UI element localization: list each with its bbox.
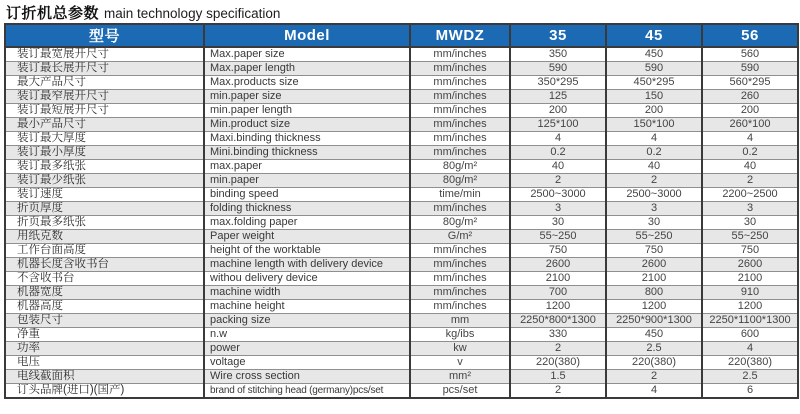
spec-unit: mm/inches xyxy=(410,286,510,300)
spec-value-35: 700 xyxy=(510,286,606,300)
spec-unit: G/m² xyxy=(410,230,510,244)
spec-value-35: 350 xyxy=(510,47,606,62)
spec-table-body xyxy=(5,47,798,398)
spec-value-35: 220(380) xyxy=(510,356,606,370)
spec-name-zh: 机器宽度 xyxy=(5,286,204,300)
spec-value-45: 30 xyxy=(606,216,702,230)
spec-unit: mm/inches xyxy=(410,90,510,104)
spec-name-zh: 订头品牌(进口)(国产) xyxy=(5,384,204,399)
spec-value-35: 3 xyxy=(510,202,606,216)
spec-unit: mm/inches xyxy=(410,300,510,314)
spec-name-zh: 机器长度含收书台 xyxy=(5,258,204,272)
spec-name-zh: 电线截面积 xyxy=(5,370,204,384)
spec-value-45: 2600 xyxy=(606,258,702,272)
spec-value-45: 55~250 xyxy=(606,230,702,244)
spec-unit: v xyxy=(410,356,510,370)
spec-value-56: 2250*1100*1300 xyxy=(702,314,798,328)
spec-value-35: 200 xyxy=(510,104,606,118)
spec-value-45: 450*295 xyxy=(606,76,702,90)
table-row xyxy=(5,104,798,118)
table-row xyxy=(5,62,798,76)
spec-value-56: 40 xyxy=(702,160,798,174)
table-row xyxy=(5,258,798,272)
spec-name-zh: 不含收书台 xyxy=(5,272,204,286)
spec-name-en: min.paper xyxy=(204,174,410,188)
spec-name-en: voltage xyxy=(204,356,410,370)
table-row xyxy=(5,47,798,62)
spec-unit: mm² xyxy=(410,370,510,384)
spec-value-56: 2600 xyxy=(702,258,798,272)
spec-value-56: 2 xyxy=(702,174,798,188)
spec-name-zh: 电压 xyxy=(5,356,204,370)
table-row xyxy=(5,132,798,146)
spec-name-en: max.paper xyxy=(204,160,410,174)
table-row xyxy=(5,244,798,258)
spec-value-56: 3 xyxy=(702,202,798,216)
spec-name-en: binding speed xyxy=(204,188,410,202)
table-row xyxy=(5,356,798,370)
spec-value-56: 600 xyxy=(702,328,798,342)
spec-value-35: 125 xyxy=(510,90,606,104)
spec-value-35: 590 xyxy=(510,62,606,76)
spec-name-zh: 机器高度 xyxy=(5,300,204,314)
table-row xyxy=(5,300,798,314)
spec-value-56: 2100 xyxy=(702,272,798,286)
spec-name-en: Min.product size xyxy=(204,118,410,132)
spec-unit: mm/inches xyxy=(410,202,510,216)
spec-value-45: 450 xyxy=(606,328,702,342)
table-row xyxy=(5,384,798,399)
spec-name-en: height of the worktable xyxy=(204,244,410,258)
spec-name-zh: 工作台面高度 xyxy=(5,244,204,258)
spec-value-35: 125*100 xyxy=(510,118,606,132)
spec-value-56: 0.2 xyxy=(702,146,798,160)
spec-value-35: 330 xyxy=(510,328,606,342)
table-row xyxy=(5,118,798,132)
spec-unit: mm/inches xyxy=(410,272,510,286)
spec-name-en: machine width xyxy=(204,286,410,300)
table-row xyxy=(5,342,798,356)
spec-value-56: 260*100 xyxy=(702,118,798,132)
table-row xyxy=(5,370,798,384)
header-model-35: 35 xyxy=(510,24,606,47)
spec-value-45: 200 xyxy=(606,104,702,118)
header-model-45: 45 xyxy=(606,24,702,47)
spec-value-35: 2600 xyxy=(510,258,606,272)
spec-value-45: 800 xyxy=(606,286,702,300)
spec-name-en: brand of stitching head (germany)pcs/set xyxy=(204,384,410,399)
table-row xyxy=(5,202,798,216)
header-spec-en: Model xyxy=(204,24,410,47)
spec-name-en: n.w xyxy=(204,328,410,342)
table-row xyxy=(5,174,798,188)
spec-value-45: 590 xyxy=(606,62,702,76)
spec-value-56: 560 xyxy=(702,47,798,62)
spec-value-45: 0.2 xyxy=(606,146,702,160)
spec-name-zh: 用纸克数 xyxy=(5,230,204,244)
spec-value-35: 2 xyxy=(510,174,606,188)
spec-value-45: 3 xyxy=(606,202,702,216)
spec-name-zh: 净重 xyxy=(5,328,204,342)
spec-value-56: 30 xyxy=(702,216,798,230)
spec-name-en: Wire cross section xyxy=(204,370,410,384)
table-row xyxy=(5,160,798,174)
spec-value-35: 1.5 xyxy=(510,370,606,384)
spec-unit: pcs/set xyxy=(410,384,510,399)
spec-unit: mm/inches xyxy=(410,47,510,62)
spec-unit: kw xyxy=(410,342,510,356)
spec-name-zh: 装订最大厚度 xyxy=(5,132,204,146)
spec-name-zh: 最大产品尺寸 xyxy=(5,76,204,90)
spec-value-35: 4 xyxy=(510,132,606,146)
spec-name-zh: 装订最长展开尺寸 xyxy=(5,62,204,76)
spec-name-zh: 装订最小厚度 xyxy=(5,146,204,160)
spec-name-zh: 装订最短展开尺寸 xyxy=(5,104,204,118)
spec-unit: mm/inches xyxy=(410,76,510,90)
spec-name-en: Max.paper size xyxy=(204,47,410,62)
table-row xyxy=(5,328,798,342)
spec-unit: mm/inches xyxy=(410,62,510,76)
spec-unit: mm/inches xyxy=(410,118,510,132)
header-model-56: 56 xyxy=(702,24,798,47)
spec-value-35: 1200 xyxy=(510,300,606,314)
spec-value-45: 2100 xyxy=(606,272,702,286)
spec-name-zh: 最小产品尺寸 xyxy=(5,118,204,132)
spec-value-45: 150 xyxy=(606,90,702,104)
header-unit: MWDZ xyxy=(410,24,510,47)
spec-name-en: packing size xyxy=(204,314,410,328)
spec-value-35: 2500~3000 xyxy=(510,188,606,202)
table-row xyxy=(5,272,798,286)
spec-value-35: 2 xyxy=(510,342,606,356)
spec-name-zh: 装订最宽展开尺寸 xyxy=(17,48,109,60)
spec-name-en: min.paper size xyxy=(204,90,410,104)
spec-name-en: max.folding paper xyxy=(204,216,410,230)
spec-name-en: machine height xyxy=(204,300,410,314)
spec-value-56: 6 xyxy=(702,384,798,399)
spec-name-en: folding thickness xyxy=(204,202,410,216)
spec-value-35: 750 xyxy=(510,244,606,258)
spec-value-35: 30 xyxy=(510,216,606,230)
spec-name-en: min.paper length xyxy=(204,104,410,118)
spec-unit: 80g/m² xyxy=(410,174,510,188)
spec-value-56: 560*295 xyxy=(702,76,798,90)
table-row xyxy=(5,146,798,160)
spec-value-45: 750 xyxy=(606,244,702,258)
spec-name-en: withou delivery device xyxy=(204,272,410,286)
page-title-zh: 订折机总参数 xyxy=(6,5,100,22)
spec-name-en: Max.products size xyxy=(204,76,410,90)
spec-name-zh: 功率 xyxy=(5,342,204,356)
spec-value-35: 40 xyxy=(510,160,606,174)
spec-name-en: Maxi.binding thickness xyxy=(204,132,410,146)
spec-unit: time/min xyxy=(410,188,510,202)
header-spec-zh: 型号 xyxy=(5,24,204,47)
spec-value-45: 2 xyxy=(606,174,702,188)
spec-unit: mm/inches xyxy=(410,258,510,272)
spec-unit: mm/inches xyxy=(410,132,510,146)
table-row xyxy=(5,286,798,300)
spec-unit: 80g/m² xyxy=(410,216,510,230)
spec-value-45: 40 xyxy=(606,160,702,174)
spec-name-en: Max.paper length xyxy=(204,62,410,76)
spec-name-en: machine length with delivery device xyxy=(204,258,410,272)
spec-value-56: 910 xyxy=(702,286,798,300)
spec-value-45: 150*100 xyxy=(606,118,702,132)
spec-name-zh: 装订最少纸张 xyxy=(5,174,204,188)
table-row xyxy=(5,230,798,244)
spec-unit: mm/inches xyxy=(410,244,510,258)
table-row xyxy=(5,314,798,328)
spec-name-en: power xyxy=(204,342,410,356)
table-row xyxy=(5,90,798,104)
spec-table-header xyxy=(5,24,798,47)
spec-value-45: 2 xyxy=(606,370,702,384)
spec-value-35: 2100 xyxy=(510,272,606,286)
spec-value-56: 200 xyxy=(702,104,798,118)
header-row xyxy=(5,24,798,47)
spec-value-35: 350*295 xyxy=(510,76,606,90)
spec-value-56: 4 xyxy=(702,342,798,356)
spec-value-56: 55~250 xyxy=(702,230,798,244)
spec-value-45: 2.5 xyxy=(606,342,702,356)
spec-value-56: 4 xyxy=(702,132,798,146)
spec-name-zh: 折页厚度 xyxy=(5,202,204,216)
spec-value-56: 220(380) xyxy=(702,356,798,370)
spec-value-56: 1200 xyxy=(702,300,798,314)
spec-value-45: 4 xyxy=(606,132,702,146)
spec-name-zh: 包装尺寸 xyxy=(5,314,204,328)
table-row xyxy=(5,188,798,202)
spec-unit: mm/inches xyxy=(410,104,510,118)
spec-value-45: 2500~3000 xyxy=(606,188,702,202)
spec-unit: mm xyxy=(410,314,510,328)
spec-unit: mm/inches xyxy=(410,146,510,160)
spec-unit: 80g/m² xyxy=(410,160,510,174)
spec-value-56: 260 xyxy=(702,90,798,104)
spec-value-56: 750 xyxy=(702,244,798,258)
spec-value-35: 55~250 xyxy=(510,230,606,244)
spec-value-35: 0.2 xyxy=(510,146,606,160)
spec-value-45: 450 xyxy=(606,47,702,62)
page-title-en: main technology specification xyxy=(104,6,281,21)
table-row xyxy=(5,216,798,230)
spec-name-zh: 装订最窄展开尺寸 xyxy=(5,90,204,104)
spec-value-56: 2.5 xyxy=(702,370,798,384)
spec-value-45: 2250*900*1300 xyxy=(606,314,702,328)
spec-table xyxy=(4,23,799,399)
spec-name-zh: 装订速度 xyxy=(5,188,204,202)
page-title xyxy=(6,2,797,21)
spec-value-35: 2 xyxy=(510,384,606,399)
spec-value-56: 590 xyxy=(702,62,798,76)
spec-value-45: 1200 xyxy=(606,300,702,314)
spec-name-zh: 装订最多纸张 xyxy=(5,160,204,174)
spec-value-56: 2200~2500 xyxy=(702,188,798,202)
spec-value-45: 4 xyxy=(606,384,702,399)
spec-unit: kg/ibs xyxy=(410,328,510,342)
spec-name-zh: 折页最多纸张 xyxy=(5,216,204,230)
spec-value-45: 220(380) xyxy=(606,356,702,370)
spec-name-en: Paper weight xyxy=(204,230,410,244)
table-row xyxy=(5,76,798,90)
spec-value-35: 2250*800*1300 xyxy=(510,314,606,328)
spec-name-en: Mini.binding thickness xyxy=(204,146,410,160)
